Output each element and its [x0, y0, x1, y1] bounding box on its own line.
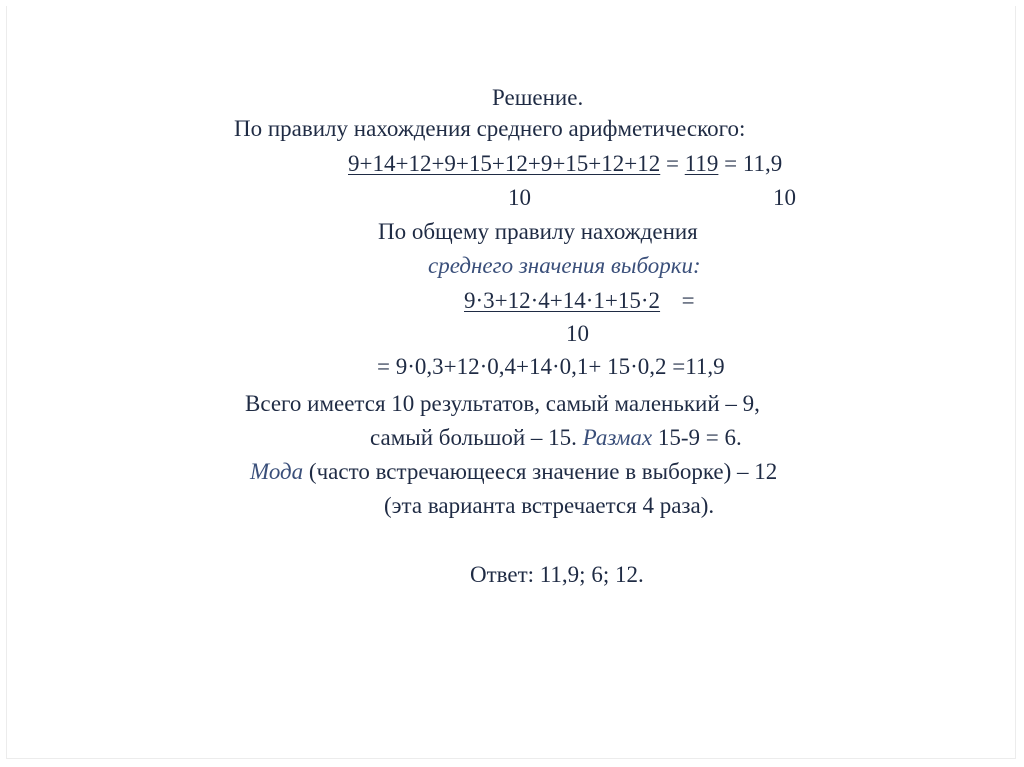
weighted-expansion: = 9·0,3+12·0,4+14·0,1+ 15·0,2 =11,9 — [377, 354, 725, 379]
range-line1: Всего имеется 10 результатов, самый маленький – 9, — [245, 391, 760, 416]
arithmetic-sum: 119 — [684, 151, 719, 176]
arithmetic-result: = 11,9 — [724, 151, 783, 176]
arithmetic-mean-formula — [348, 152, 782, 175]
mode-text: (часто встречающееся значение в выборке) – 12 — [308, 459, 778, 484]
rule-general-line1: По общему правилу нахождения — [378, 219, 698, 244]
arithmetic-denominator-right: 10 — [773, 185, 796, 210]
rule-general-line2: среднего значения выборки: — [428, 253, 701, 278]
weighted-equals: = — [681, 288, 695, 313]
mode-term: Мода — [250, 459, 304, 484]
arithmetic-denominator-left: 10 — [508, 185, 531, 210]
arithmetic-numerator: 9+14+12+9+15+12+9+15+12+12 — [348, 151, 661, 176]
arithmetic-equals: = — [666, 151, 679, 176]
weighted-mean-formula — [464, 289, 695, 312]
mode-line — [250, 460, 777, 483]
weighted-denominator: 10 — [566, 321, 589, 346]
mode-note: (эта варианта встречается 4 раза). — [384, 493, 715, 518]
weighted-numerator: 9·3+12·4+14·1+15·2 — [464, 288, 661, 313]
range-line2-prefix: самый большой – 15. — [370, 425, 577, 450]
answer: Ответ: 11,9; 6; 12. — [470, 562, 644, 587]
range-term: Размах — [582, 425, 653, 450]
range-value: 15-9 = 6. — [657, 425, 742, 450]
solution-heading: Решение. — [492, 85, 584, 110]
range-line2 — [370, 426, 742, 449]
rule-arithmetic-mean: По правилу нахождения среднего арифметического: — [234, 116, 746, 141]
